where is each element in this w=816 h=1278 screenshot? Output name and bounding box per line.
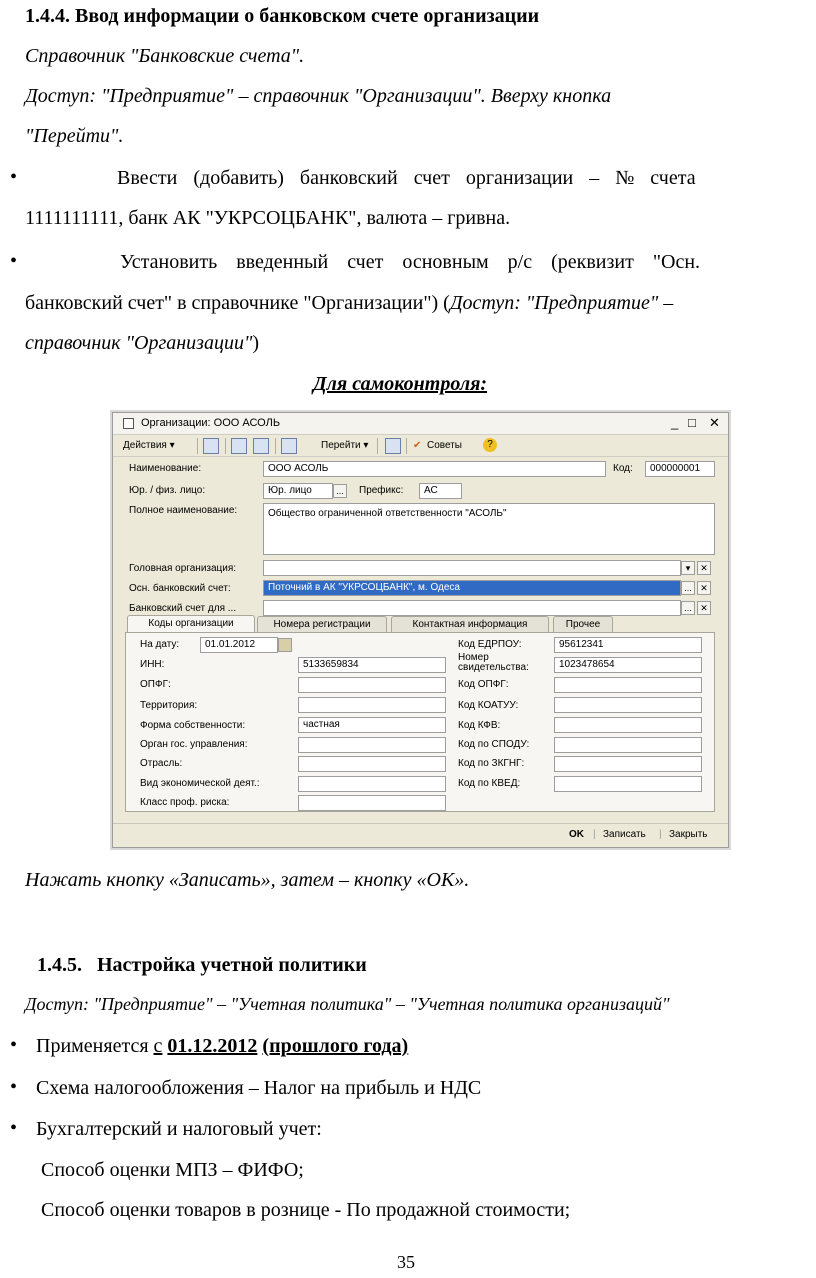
toolbar-separator bbox=[377, 438, 378, 454]
spodu-label: Код по СПОДУ: bbox=[458, 739, 530, 750]
full-name-field[interactable]: Общество ограниченной ответственности "АСОЛЬ" bbox=[263, 503, 715, 555]
tab-other[interactable]: Прочее bbox=[553, 616, 613, 632]
kopfg-label: Код ОПФГ: bbox=[458, 679, 509, 690]
help-icon[interactable]: ? bbox=[483, 438, 497, 452]
bullet-2-part3b: ) bbox=[252, 332, 260, 354]
window-title: Организации: ООО АСОЛЬ bbox=[141, 417, 281, 429]
koatuu-label: Код КОАТУУ: bbox=[458, 700, 519, 711]
bullet-3-applies: Применяется bbox=[36, 1035, 154, 1057]
main-bank-account-field[interactable]: Поточний в АК "УКРСОЦБАНК", м. Одеса bbox=[263, 580, 681, 596]
reference-line: Справочник "Банковские счета". bbox=[25, 45, 305, 67]
risk-class-field[interactable] bbox=[298, 795, 446, 811]
toolbar-separator bbox=[197, 438, 198, 454]
button-divider: | bbox=[593, 829, 596, 840]
heading-1-4-5 bbox=[37, 953, 367, 977]
bullet-marker: • bbox=[10, 166, 18, 188]
bank-account-for-label: Банковский счет для ... bbox=[129, 603, 237, 614]
gov-body-field[interactable] bbox=[298, 737, 446, 753]
goto-arrow-icon[interactable] bbox=[281, 438, 297, 454]
bullet-1-line-1 bbox=[117, 166, 757, 190]
select-ellipsis-button[interactable]: ... bbox=[333, 484, 347, 498]
clear-icon[interactable]: ✕ bbox=[697, 561, 711, 575]
self-control-heading: Для самоконтроля: bbox=[313, 373, 488, 395]
zkgng-field[interactable] bbox=[554, 756, 702, 772]
bullet-2-line-3 bbox=[25, 331, 259, 355]
opfg-label: ОПФГ: bbox=[140, 679, 171, 690]
bullet-4: Схема налогообложения – Налог на прибыль и НДС bbox=[36, 1077, 482, 1099]
toolbar-separator bbox=[406, 438, 407, 454]
select-ellipsis-button[interactable]: ... bbox=[681, 581, 695, 595]
bullet-2-part2b: Доступ: "Предприятие" – bbox=[449, 292, 674, 314]
territory-field[interactable] bbox=[298, 697, 446, 713]
clear-icon[interactable]: ✕ bbox=[697, 601, 711, 615]
edrpou-field[interactable]: 95612341 bbox=[554, 637, 702, 653]
bullet-3-from: с bbox=[153, 1035, 163, 1057]
copy-icon[interactable] bbox=[253, 438, 269, 454]
territory-label: Территория: bbox=[140, 700, 198, 711]
bullet-1-line-2: 1111111111, банк АК "УКРСОЦБАНК", валюта – гривна. bbox=[25, 207, 511, 229]
full-name-label: Полное наименование: bbox=[129, 505, 238, 516]
tab-contact-info[interactable]: Контактная информация bbox=[391, 616, 549, 632]
kfv-label: Код КФВ: bbox=[458, 720, 501, 731]
bank-account-for-field[interactable] bbox=[263, 600, 681, 616]
tab-org-codes[interactable]: Коды организации bbox=[127, 615, 255, 632]
ok-button[interactable]: OK bbox=[569, 829, 584, 840]
select-ellipsis-button[interactable]: ... bbox=[681, 601, 695, 615]
code-label: Код: bbox=[613, 463, 633, 474]
industry-field[interactable] bbox=[298, 756, 446, 772]
bullet-2-line-2 bbox=[25, 291, 673, 315]
save-button[interactable]: Записать bbox=[603, 829, 646, 840]
prefix-field[interactable]: АС bbox=[419, 483, 462, 499]
inn-label: ИНН: bbox=[140, 659, 165, 670]
retail-valuation-line: Способ оценки товаров в рознице - По продажной стоимости; bbox=[41, 1199, 571, 1221]
kfv-field[interactable] bbox=[554, 717, 702, 733]
opfg-field[interactable] bbox=[298, 677, 446, 693]
entity-type-label: Юр. / физ. лицо: bbox=[129, 485, 206, 496]
calendar-icon[interactable] bbox=[278, 638, 292, 652]
econ-activity-field[interactable] bbox=[298, 776, 446, 792]
ownership-label: Форма собственности: bbox=[140, 720, 246, 731]
koatuu-field[interactable] bbox=[554, 697, 702, 713]
access-line: Доступ: "Предприятие" – справочник "Организации". Вверху кнопка bbox=[25, 85, 612, 107]
bullet-marker: • bbox=[10, 1034, 18, 1056]
date-label: На дату: bbox=[140, 639, 180, 650]
window-button-bar bbox=[113, 823, 728, 847]
bullet-marker: • bbox=[10, 1117, 18, 1139]
bullet-3-last-year: (прошлого года) bbox=[262, 1035, 409, 1057]
econ-activity-label: Вид экономической деят.: bbox=[140, 778, 260, 789]
name-label: Наименование: bbox=[129, 463, 202, 474]
head-org-field[interactable] bbox=[263, 560, 681, 576]
list-icon[interactable] bbox=[385, 438, 401, 454]
calendar-icon[interactable] bbox=[231, 438, 247, 454]
window-icon bbox=[123, 418, 134, 429]
close-button[interactable]: ✕ bbox=[709, 415, 720, 430]
risk-class-label: Класс проф. риска: bbox=[140, 797, 230, 808]
edrpou-label: Код ЕДРПОУ: bbox=[458, 639, 522, 650]
bullet-3 bbox=[36, 1034, 408, 1058]
bullet-2-part3a: справочник "Организации" bbox=[25, 332, 253, 354]
goto-button[interactable]: Перейти ▾ bbox=[321, 440, 369, 451]
bullet-1-part1: Ввести (добавить) банковский счет организации – № счета bbox=[117, 167, 696, 189]
spodu-field[interactable] bbox=[554, 737, 702, 753]
window-toolbar bbox=[113, 435, 728, 457]
bullet-2-part2a: банковский счет" в справочнике "Организации") ( bbox=[25, 292, 450, 314]
entity-type-field[interactable]: Юр. лицо bbox=[263, 483, 333, 499]
prefix-label: Префикс: bbox=[359, 485, 404, 496]
ownership-field[interactable]: частная bbox=[298, 717, 446, 733]
tips-button[interactable]: Советы bbox=[427, 440, 462, 451]
toolbar-separator bbox=[225, 438, 226, 454]
chevron-down-icon[interactable]: ▾ bbox=[681, 561, 695, 575]
actions-menu[interactable]: Действия ▾ bbox=[123, 440, 175, 451]
instruction-line: Нажать кнопку «Записать», затем – кнопку «ОК». bbox=[25, 869, 470, 891]
certificate-number-field[interactable]: 1023478654 bbox=[554, 657, 702, 673]
mpz-valuation-line: Способ оценки МПЗ – ФИФО; bbox=[41, 1159, 304, 1181]
minimize-button[interactable]: _ bbox=[671, 415, 679, 430]
name-field[interactable]: ООО АСОЛЬ bbox=[263, 461, 606, 477]
toolbar-separator bbox=[275, 438, 276, 454]
bullet-3-date: 01.12.2012 bbox=[167, 1035, 258, 1057]
heading-1-4-4: 1.4.4. Ввод информации о банковском счете организации bbox=[25, 5, 540, 27]
date-field[interactable]: 01.01.2012 bbox=[200, 637, 278, 653]
tab-registration-numbers[interactable]: Номера регистрации bbox=[257, 616, 387, 632]
bullet-marker: • bbox=[10, 1076, 18, 1098]
heading-1-4-5-text: Настройка учетной политики bbox=[97, 954, 367, 976]
gov-body-label: Орган гос. управления: bbox=[140, 739, 248, 750]
kved-field[interactable] bbox=[554, 776, 702, 792]
bullet-5: Бухгалтерский и налоговый учет: bbox=[36, 1118, 322, 1140]
heading-1-4-5-number: 1.4.5. bbox=[37, 954, 82, 976]
tips-icon: ✔ bbox=[413, 440, 422, 451]
bullet-1-text bbox=[117, 166, 757, 190]
main-bank-account-label: Осн. банковский счет: bbox=[129, 583, 231, 594]
maximize-button[interactable]: □ bbox=[688, 415, 696, 430]
zkgng-label: Код по ЗКГНГ: bbox=[458, 758, 525, 769]
industry-label: Отрасль: bbox=[140, 758, 183, 769]
window-titlebar bbox=[113, 413, 728, 435]
certificate-number-label-line2: свидетельства: bbox=[458, 662, 529, 673]
save-icon[interactable] bbox=[203, 438, 219, 454]
head-org-label: Головная организация: bbox=[129, 563, 237, 574]
kved-label: Код по КВЕД: bbox=[458, 778, 521, 789]
code-field[interactable]: 000000001 bbox=[645, 461, 715, 477]
page-number: 35 bbox=[397, 1252, 415, 1272]
certificate-number-label-line1: Номер bbox=[458, 652, 489, 663]
inn-field[interactable]: 5133659834 bbox=[298, 657, 446, 673]
button-divider: | bbox=[659, 829, 662, 840]
access-line-continuation: "Перейти". bbox=[25, 125, 124, 147]
close-window-button[interactable]: Закрыть bbox=[669, 829, 708, 840]
bullet-2-line-1: Установить введенный счет основным р/с (реквизит "Осн. bbox=[120, 251, 701, 273]
org-codes-panel bbox=[125, 632, 715, 812]
clear-icon[interactable]: ✕ bbox=[697, 581, 711, 595]
bullet-marker: • bbox=[10, 250, 18, 272]
organization-window bbox=[112, 412, 729, 848]
kopfg-field[interactable] bbox=[554, 677, 702, 693]
access-line-policy: Доступ: "Предприятие" – "Учетная политика" – "Учетная политика организаций" bbox=[25, 994, 670, 1014]
